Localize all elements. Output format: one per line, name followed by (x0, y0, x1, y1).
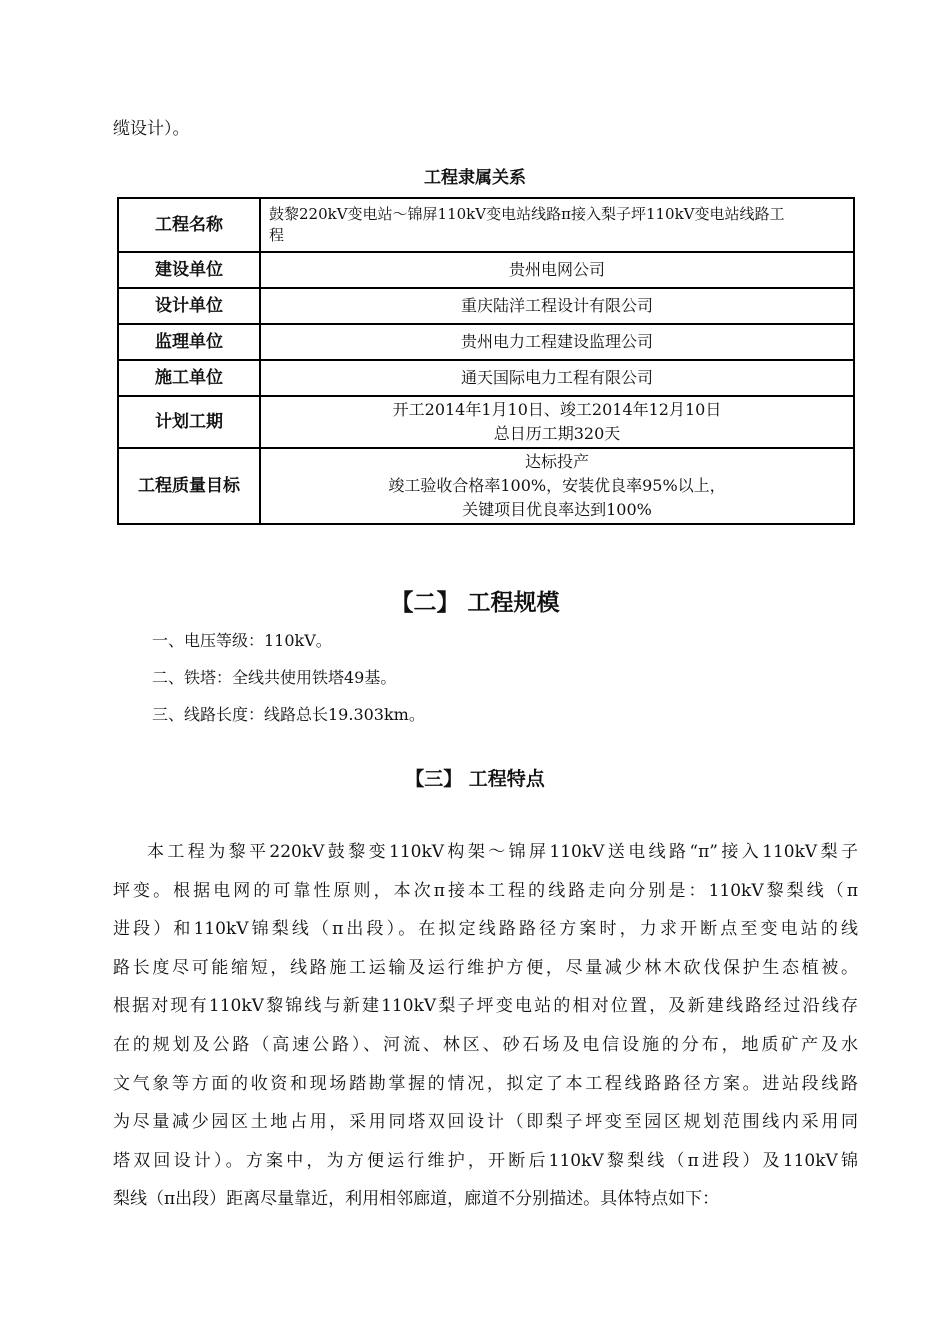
value-line: 总日历工期320天 (493, 424, 621, 443)
table-caption: 工程隶属关系 (424, 168, 526, 188)
paragraph-line: 塔双回设计）。方案中，为方便运行维护，开断后110kV黎梨线（π进段）及110kV锦 (113, 1150, 858, 1171)
row-value (260, 324, 854, 360)
table-row (118, 448, 854, 524)
row-value (260, 198, 854, 252)
project-affiliation-table (117, 197, 855, 525)
paragraph-line: 根据对现有110kV黎锦线与新建110kV梨子坪变电站的相对位置，及新建线路经过沿线存 (113, 996, 858, 1017)
intro-tail-text: 缆设计）。 (113, 119, 190, 139)
section-heading: 【二】 工程规模 (390, 590, 560, 616)
row-label: 计划工期 (118, 396, 260, 448)
table-row (118, 396, 854, 448)
paragraph-line: 文气象等方面的收资和现场踏勘掌握的情况，拟定了本工程线路路径方案。进站段线路 (113, 1073, 858, 1094)
scale-item: 一、电压等级：110kV。 (152, 631, 332, 650)
paragraph-line: 路长度尽可能缩短，线路施工运输及运行维护方便，尽量减少林木砍伐保护生态植被。 (113, 957, 858, 978)
table-row (118, 288, 854, 324)
table-row (118, 360, 854, 396)
value-line: 贵州电力工程建设监理公司 (460, 332, 653, 351)
table-row (118, 324, 854, 360)
features-paragraph (113, 833, 858, 1219)
value-line: 开工2014年1月10日、竣工2014年12月10日 (392, 400, 722, 419)
row-label: 建设单位 (118, 252, 260, 288)
row-value (260, 360, 854, 396)
scale-item: 二、铁塔：全线共使用铁塔49基。 (152, 668, 397, 687)
row-value (260, 252, 854, 288)
row-label: 施工单位 (118, 360, 260, 396)
paragraph-line: 坪变。根据电网的可靠性原则，本次π接本工程的线路走向分别是：110kV黎梨线（π (113, 880, 858, 901)
row-label: 监理单位 (118, 324, 260, 360)
value-line: 关键项目优良率达到100% (462, 500, 652, 519)
row-label: 工程名称 (118, 198, 260, 252)
row-label: 工程质量目标 (118, 448, 260, 524)
scale-item: 三、线路长度：线路总长19.303km。 (152, 705, 425, 724)
paragraph-line: 进段）和110kV锦梨线（π出段）。在拟定线路路径方案时，力求开断点至变电站的线 (113, 919, 858, 940)
row-label: 设计单位 (118, 288, 260, 324)
value-line: 通天国际电力工程有限公司 (460, 368, 653, 387)
value-line: 鼓黎220kV变电站～锦屏110kV变电站线路π接入梨子坪110kV变电站线路工 (269, 205, 785, 223)
table-row (118, 198, 854, 252)
paragraph-line: 为尽量减少园区土地占用，采用同塔双回设计（即梨子坪变至园区规划范围线内采用同 (113, 1112, 858, 1133)
table-row (118, 252, 854, 288)
value-line: 竣工验收合格率100%，安装优良率95%以上， (388, 476, 726, 495)
row-value (260, 448, 854, 524)
value-line: 贵州电网公司 (508, 260, 605, 279)
row-value (260, 288, 854, 324)
value-line: 达标投产 (524, 452, 589, 471)
section-heading: 【三】 工程特点 (405, 768, 545, 790)
value-line: 重庆陆洋工程设计有限公司 (460, 296, 653, 315)
paragraph-line: 本工程为黎平220kV鼓黎变110kV构架～锦屏110kV送电线路“π”接入110kV梨子 (147, 842, 858, 862)
paragraph-line: 在的规划及公路（高速公路）、河流、林区、砂石场及电信设施的分布，地质矿产及水 (113, 1034, 858, 1055)
row-value (260, 396, 854, 448)
value-line: 程 (269, 226, 285, 244)
paragraph-line: 梨线（π出段）距离尽量靠近，利用相邻廊道，廊道不分别描述。具体特点如下： (113, 1189, 720, 1210)
